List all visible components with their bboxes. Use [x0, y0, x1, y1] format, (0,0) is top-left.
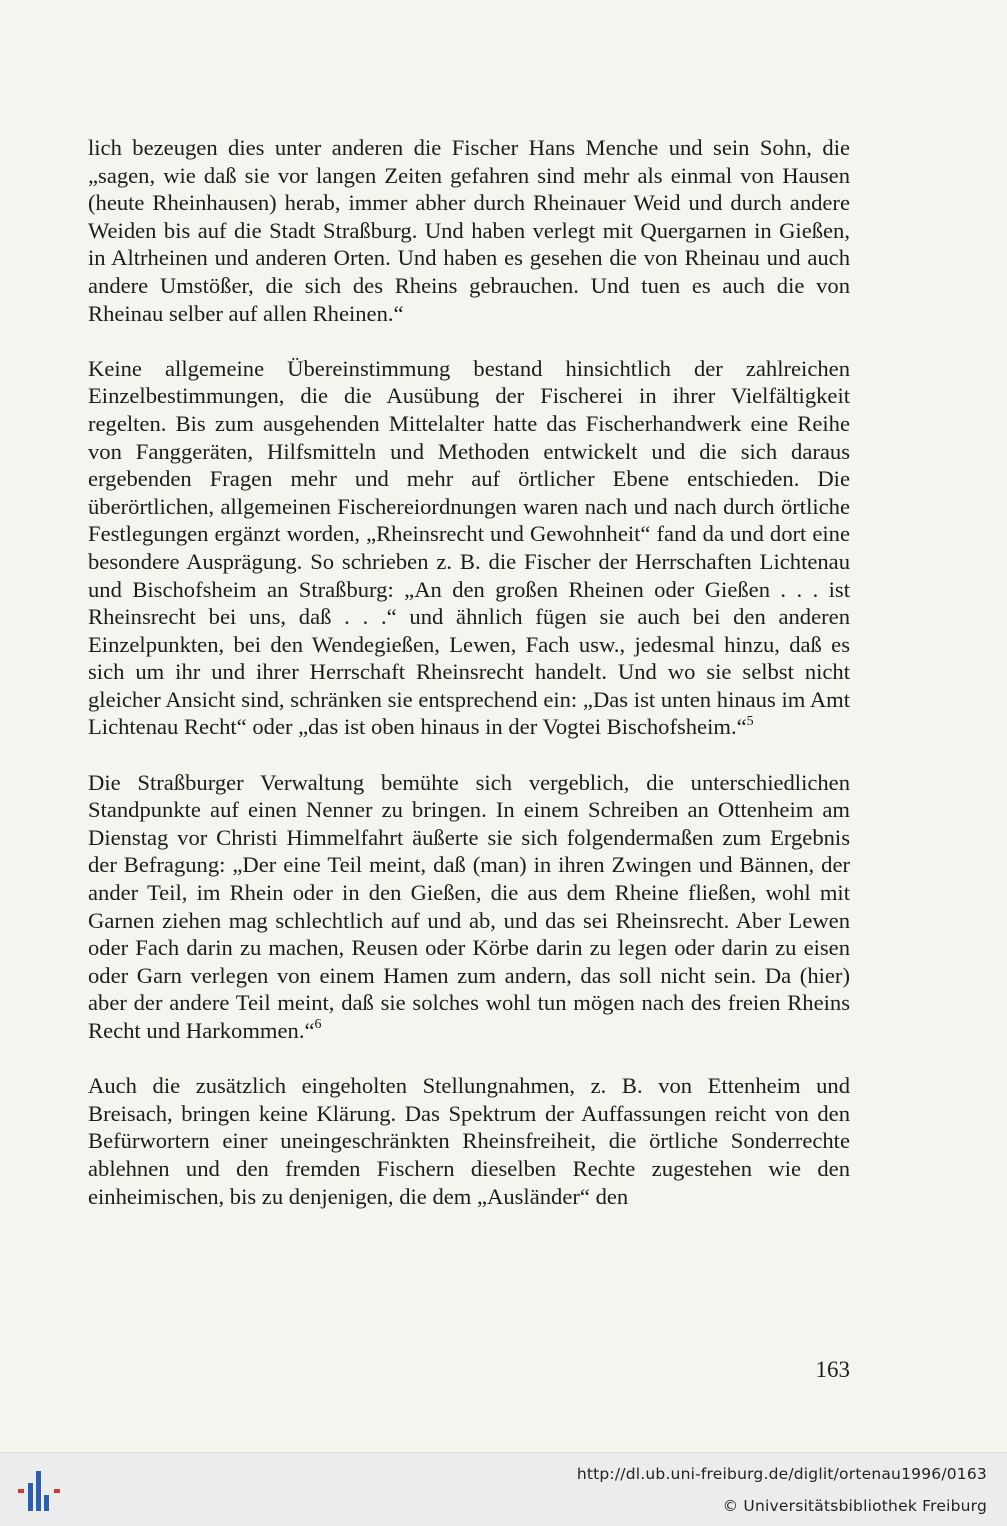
paragraph-4: Auch die zusätzlich eingeholten Stellungnahmen, z. B. von Ettenheim und Breisach, bringen keine Klärung. Das Spektrum der Auffassungen reicht von den Befürwortern einer uneingeschränkten Rheinsfreiheit, die örtliche Sonderrechte ablehnen und den fremden Fischern dieselben Rechte zugestehen wie den einheimischen, bis zu denjenigen, die dem „Ausländer“ den [88, 1073, 850, 1209]
paragraph-1: lich bezeugen dies unter anderen die Fischer Hans Menche und sein Sohn, die „sagen, wie daß sie vor langen Zeiten gefahren sind mehr als einmal von Hausen (heute Rheinhausen) herab, immer abher durch Rheinauer Weid und durch andere Weiden bis auf die Stadt Straßburg. Und haben verlegt mit Quergarnen in Gießen, in Altrheinen und anderen Orten. Und haben es gesehen die von Rheinau und auch andere Umstößer, die sich des Rheins gebrauchen. Und tuen es auch die von Rheinau selber auf allen Rheinen.“ [88, 135, 850, 326]
footnote-reference: 6 [314, 1017, 322, 1033]
page-number: 163 [815, 1357, 850, 1382]
ub-freiburg-logo-icon [14, 1465, 64, 1517]
footnote-reference: 5 [746, 713, 754, 729]
copyright-notice: © Universitätsbibliothek Freiburg [722, 1497, 987, 1515]
paragraph-2: Keine allgemeine Übereinstimmung bestand hinsichtlich der zahlreichen Einzelbestimmungen, die die Ausübung der Fischerei in ihrer Vielfältigkeit regelten. Bis zum ausgehenden Mittelalter hatte das Fischerhandwerk eine Reihe von Fanggeräten, Hilfsmitteln und Methoden entwickelt und die sich daraus ergebenden Fragen mehr und mehr auf örtlicher Ebene entschieden. Die überörtlichen, allgemeinen Fischereiordnungen waren nach und nach durch örtliche Festlegungen ergänzt worden, „Rheinsrecht und Gewohnheit“ fand da und dort eine besondere Ausprägung. So schrieben z. B. die Fischer der Herrschaften Lichtenau und Bischofsheim an Straßburg: „An den großen Rheinen oder Gießen . . . ist Rheinsrecht bei uns, daß . . .“ und ähnlich fügen sie auch bei den anderen Einzelpunkten, bei den Wendegießen, Lewen, Fach usw., jedesmal hinzu, daß es sich um ihr und ihrer Herrschaft Rheinsrecht handelt. Und wo sie selbst nicht gleicher Ansicht sind, schränken sie entsprechend ein: „Das ist unten hinaus im Amt Lichtenau Recht“ oder „das ist oben hinaus in der Vogtei Bischofsheim.“$^5$ [88, 355, 850, 740]
viewer-footer [0, 1452, 1007, 1526]
permalink-url[interactable]: http://dl.ub.uni-freiburg.de/diglit/ortenau1996/0163 [576, 1465, 987, 1483]
paragraph-3: Die Straßburger Verwaltung bemühte sich vergeblich, die unterschiedlichen Standpunkte auf einen Nenner zu bringen. In einem Schreiben an Ottenheim am Dienstag vor Christi Himmelfahrt äußerte sie sich folgendermaßen zum Ergebnis der Befragung: „Der eine Teil meint, daß (man) in ihren Zwingen und Bännen, der ander Teil, im Rhein oder in den Gießen, die aus dem Rheine fließen, wohl mit Garnen ziehen mag schlechtlich auf und ab, und das sei Rheinsrecht. Aber Lewen oder Fach darin zu machen, Reusen oder Körbe darin zu legen oder darin zu eisen oder Garn verlegen von einem Hamen zum andern, das soll nicht sein. Da (hier) aber der andere Teil meint, daß sie solches wohl tun mögen nach des freien Rheins Recht und Harkommen.“$^6$ [88, 769, 850, 1043]
body-text [88, 134, 850, 1238]
